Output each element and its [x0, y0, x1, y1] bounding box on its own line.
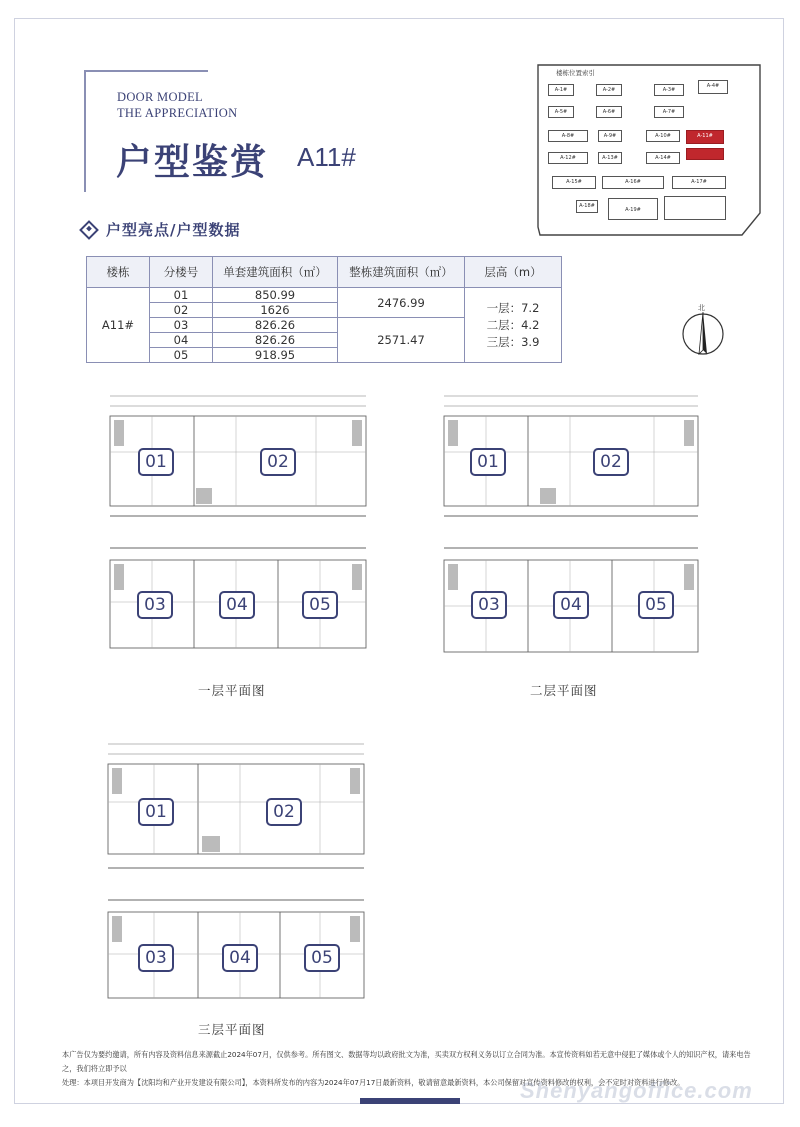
unit-label-05: 05: [302, 591, 338, 619]
section-heading: [82, 219, 240, 240]
map-building-a19: A-19#: [608, 198, 658, 220]
unit-label-01: 01: [470, 448, 506, 476]
map-building-a15: A-15#: [552, 176, 596, 189]
floor-height-3: 三层：3.9: [486, 334, 540, 349]
unit-label-01: 01: [138, 798, 174, 826]
floor-height-cell: [465, 288, 562, 363]
unit-label-02: 02: [260, 448, 296, 476]
unit-label-04: 04: [222, 944, 258, 972]
unit-label-03: 03: [138, 944, 174, 972]
map-building-a2: A-2#: [596, 84, 622, 96]
table-header: 分楼号: [150, 257, 213, 288]
footer-line-2: 处理：本项目开发商为【沈阳均和产业开发建设有限公司】，本资料所发布的内容为2024年07月17日最新资料，敬请留意最新资料，本公司保留对宣传资料修改的权利，会不定时对资料进行修改。: [62, 1078, 685, 1087]
unit-no-cell: 05: [150, 348, 213, 363]
table-header: 单套建筑面积（㎡）: [213, 257, 338, 288]
floor-height-1: 一层：7.2: [486, 300, 540, 315]
unit-label-03: 03: [471, 591, 507, 619]
unit-label-03: 03: [137, 591, 173, 619]
floor-plan-2-label: 二层平面图: [530, 683, 598, 698]
footer-line-1: 本广告仅为要约邀请，所有内容及资料信息来源截止2024年07月，仅供参考。所有图文、数据等均以政府批文为准，买卖双方权利义务以订立合同为准。本宣传资料如若无意中侵犯了媒体或个人的知识产权，请来电告之，我们将立即予以: [62, 1050, 751, 1073]
floor-plan-2: [432, 392, 712, 662]
site-watermark: Shenyangoffice.com: [520, 1078, 753, 1103]
map-building-a13: A-13#: [598, 152, 622, 164]
north-compass-icon: [678, 306, 728, 356]
unit-label-04: 04: [219, 591, 255, 619]
unit-no-cell: 02: [150, 303, 213, 318]
unit-no-cell: 03: [150, 318, 213, 333]
map-building-a16: A-16#: [602, 176, 664, 189]
map-building-a14: A-14#: [646, 152, 680, 164]
total-area-cell: 2476.99: [338, 288, 465, 318]
unit-area-cell: 1626: [213, 303, 338, 318]
page-title: 户型鉴赏: [116, 142, 269, 183]
unit-label-04: 04: [553, 591, 589, 619]
table-header: 整栋建筑面积（㎡）: [338, 257, 465, 288]
unit-area-cell: 826.26: [213, 333, 338, 348]
unit-area-cell: 826.26: [213, 318, 338, 333]
unit-area-cell: 918.95: [213, 348, 338, 363]
map-building-a12: A-12#: [548, 152, 588, 164]
map-building-a1: A-1#: [548, 84, 574, 96]
floor-plan-1-label: 一层平面图: [198, 683, 266, 698]
map-building-a8: A-8#: [548, 130, 588, 142]
map-building-a11-highlight-lower: [686, 148, 724, 160]
table-header: 楼栋: [87, 257, 150, 288]
map-building-a17: A-17#: [672, 176, 726, 189]
section-heading-text: 户型亮点/户型数据: [106, 221, 241, 239]
unit-label-05: 05: [638, 591, 674, 619]
map-building-a18: A-18#: [576, 200, 598, 213]
title-en-line1: DOOR MODEL: [117, 90, 203, 104]
diamond-icon: [79, 220, 99, 240]
total-area-cell: 2571.47: [338, 318, 465, 363]
north-label: 北: [698, 304, 705, 312]
floor-plan-1: [96, 392, 384, 662]
map-building-a7: A-7#: [654, 106, 684, 118]
unit-no-cell: 04: [150, 333, 213, 348]
map-building-row: [664, 196, 726, 220]
location-map-title: 楼栋位置索引: [556, 69, 595, 77]
unit-area-cell: 850.99: [213, 288, 338, 303]
unit-label-01: 01: [138, 448, 174, 476]
unit-data-table: [86, 256, 562, 363]
map-building-a4: A-4#: [698, 80, 728, 94]
table-header: 层高（m）: [465, 257, 562, 288]
map-building-a5: A-5#: [548, 106, 574, 118]
floor-height-2: 二层：4.2: [486, 317, 540, 332]
unit-label-02: 02: [266, 798, 302, 826]
floor-plan-3-label: 三层平面图: [198, 1022, 266, 1037]
map-building-a10: A-10#: [646, 130, 680, 142]
unit-no-cell: 01: [150, 288, 213, 303]
map-building-a6: A-6#: [596, 106, 622, 118]
model-code: A11#: [297, 142, 356, 172]
map-building-a9: A-9#: [598, 130, 622, 142]
building-cell: A11#: [87, 288, 150, 363]
title-en-line2: THE APPRECIATION: [117, 106, 238, 120]
bottom-accent-bar: [360, 1098, 460, 1104]
unit-label-02: 02: [593, 448, 629, 476]
map-building-a11-highlight: A-11#: [686, 130, 724, 144]
map-building-a3: A-3#: [654, 84, 684, 96]
unit-label-05: 05: [304, 944, 340, 972]
